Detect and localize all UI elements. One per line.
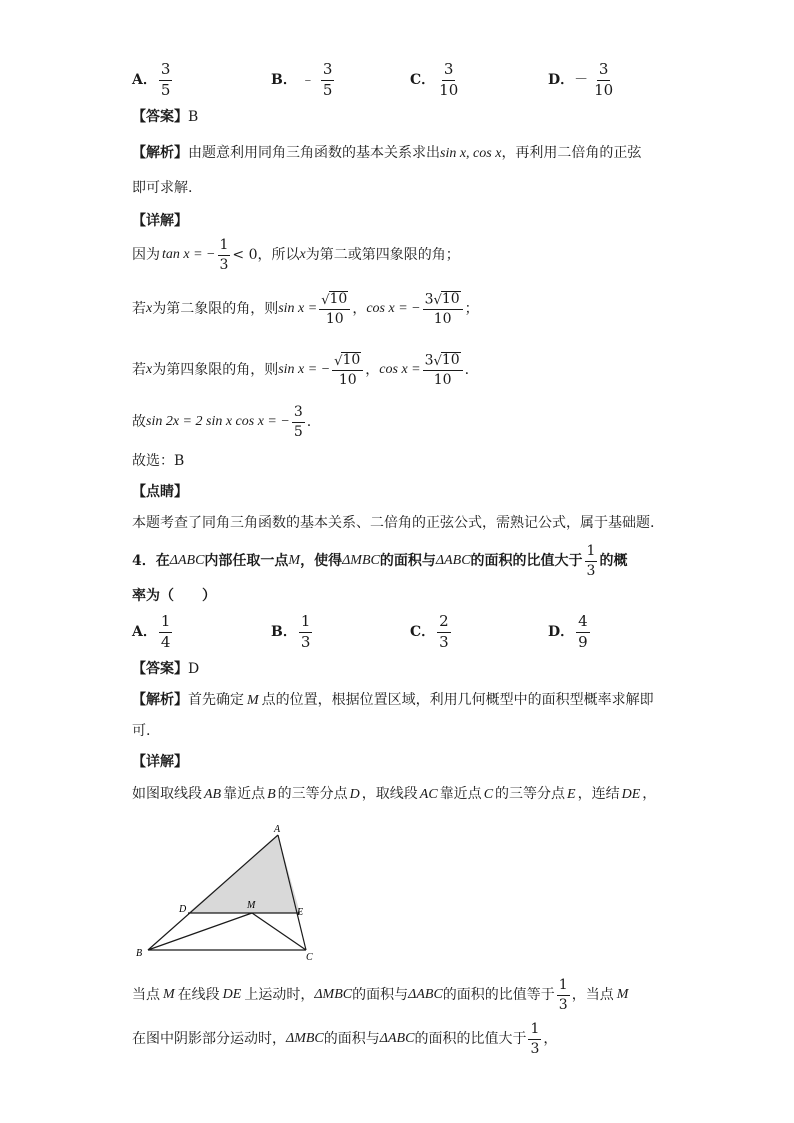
q4-paragraph2: 在图中阴影部分运动时， ΔMBC 的面积与 ΔABC 的面积的比值大于 $\frac{1}{3}$ ， [132, 1021, 558, 1057]
shaded-region [188, 835, 300, 913]
triangle-figure [130, 818, 330, 966]
fraction: √ 10 10 [319, 291, 350, 327]
q3-choose: 故选：B [132, 453, 185, 469]
q4-analysis: 【解析】首先确定 M 点的位置，根据位置区域，利用几何概型中的面积型概率求解即 [132, 692, 654, 708]
fraction: $\frac{2}{3}$ [439, 612, 449, 651]
q4-detail-line: 如图取线段 AB 靠近点 B 的三等分点 D ，取线段 AC 靠近点 C 的三等分点 E ，连结 DE ， [132, 786, 657, 802]
fraction: $\frac{3}{10}$ [594, 60, 614, 99]
minus-sign: ﹣ [300, 72, 315, 89]
q3-analysis: 【解析】由题意利用同角三角函数的基本关系求出sin x, cos x，再利用二倍角的正弦 [132, 145, 642, 161]
label-b: B [136, 948, 143, 959]
answer-value: B [188, 109, 199, 125]
q3-comment-tag: 【点睛】 [132, 484, 188, 500]
fraction: $\frac{3}{5}$ [160, 60, 171, 99]
q4-option-b: B． $\frac{1}{3}$ [271, 612, 311, 651]
minus-sign: － [574, 72, 589, 89]
option-label: C． [410, 72, 436, 89]
fraction: $\frac{1}{3}$ [586, 543, 596, 579]
q3-analysis-line2: 即可求解. [132, 180, 193, 196]
fraction: $\frac{3}{5}$ [322, 60, 333, 99]
q4-analysis-line2: 可. [132, 723, 151, 739]
fraction: √ 10 10 [332, 352, 363, 388]
fraction: $\frac{1}{3}$ [300, 612, 311, 651]
option-label: A． [132, 72, 157, 89]
q4-paragraph1: 当点 M 在线段 DE 上运动时， ΔMBC 的面积与 ΔABC 的面积的比值等于 $\frac{1}{3}$ ，当点 M [132, 977, 629, 1013]
q4-option-c: C． $\frac{2}{3}$ [410, 612, 449, 651]
math: sin x, cos x [440, 146, 502, 161]
q4-option-d: D． $\frac{4}{9}$ [548, 612, 588, 651]
q3-option-a [132, 62, 174, 99]
q3-option-d [548, 62, 617, 99]
label-c: C [306, 952, 313, 963]
fraction: 3 √ 10 10 [423, 352, 463, 388]
q3-detail-tag: 【详解】 [132, 213, 188, 229]
fraction: $\frac{4}{9}$ [578, 612, 588, 651]
analysis-tag: 【解析】 [132, 145, 188, 161]
fraction: $\frac{3}{5}$ [293, 404, 303, 440]
label-e: E [297, 907, 304, 918]
fraction: 3 √ 10 10 [423, 291, 463, 327]
q3-detail-line3: 若 x 为第四象限的角，则 sin x = − √ 10 10 ， cos x = 3 √ 10 10 . [132, 352, 470, 389]
fraction: $\frac{1}{4}$ [160, 612, 171, 651]
q4-detail-tag: 【详解】 [132, 754, 188, 770]
q3-detail-line2: 若 x 为第二象限的角，则 sin x = √ 10 10 ， cos x = − 3 √ 10 10 ； [132, 291, 479, 328]
q3-detail-line4: 故 sin 2x = 2 sin x cos x = − $\frac{3}{5}$ . [132, 404, 312, 440]
q4-stem-line2: 率为（ ） [132, 588, 216, 604]
fraction: $\frac{1}{3}$ [530, 1021, 540, 1057]
q3-option-b [271, 62, 336, 99]
answer-tag: 【答案】 [132, 109, 188, 125]
label-a: A [274, 824, 281, 835]
label-d: D [179, 904, 187, 915]
q3-comment: 本题考查了同角三角函数的基本关系、二倍角的正弦公式，需熟记公式，属于基础题. [132, 515, 655, 531]
option-label: D． [548, 72, 575, 89]
label-m: M [247, 900, 256, 911]
fraction: $\frac{3}{10}$ [439, 60, 459, 99]
q4-stem: 4．在 ΔABC 内部任取一点 M ，使得 ΔMBC 的面积与 ΔABC 的面积的比值大于 $\frac{1}{3}$ 的概 [132, 543, 628, 579]
q3-option-c [410, 62, 462, 99]
option-label: B． [271, 72, 297, 89]
q4-option-a: A． $\frac{1}{4}$ [132, 612, 171, 651]
segment-bm [148, 913, 252, 950]
q3-answer [132, 110, 198, 124]
q3-detail-line1: 因为 tan x = − $\frac{1}{3}$ < 0 ，所以 x 为第二或第四象限的角； [132, 237, 460, 273]
fraction: $\frac{1}{3}$ [558, 977, 568, 1013]
fraction: $\frac{1}{3}$ [219, 237, 229, 273]
q4-answer: 【答案】D [132, 661, 200, 677]
